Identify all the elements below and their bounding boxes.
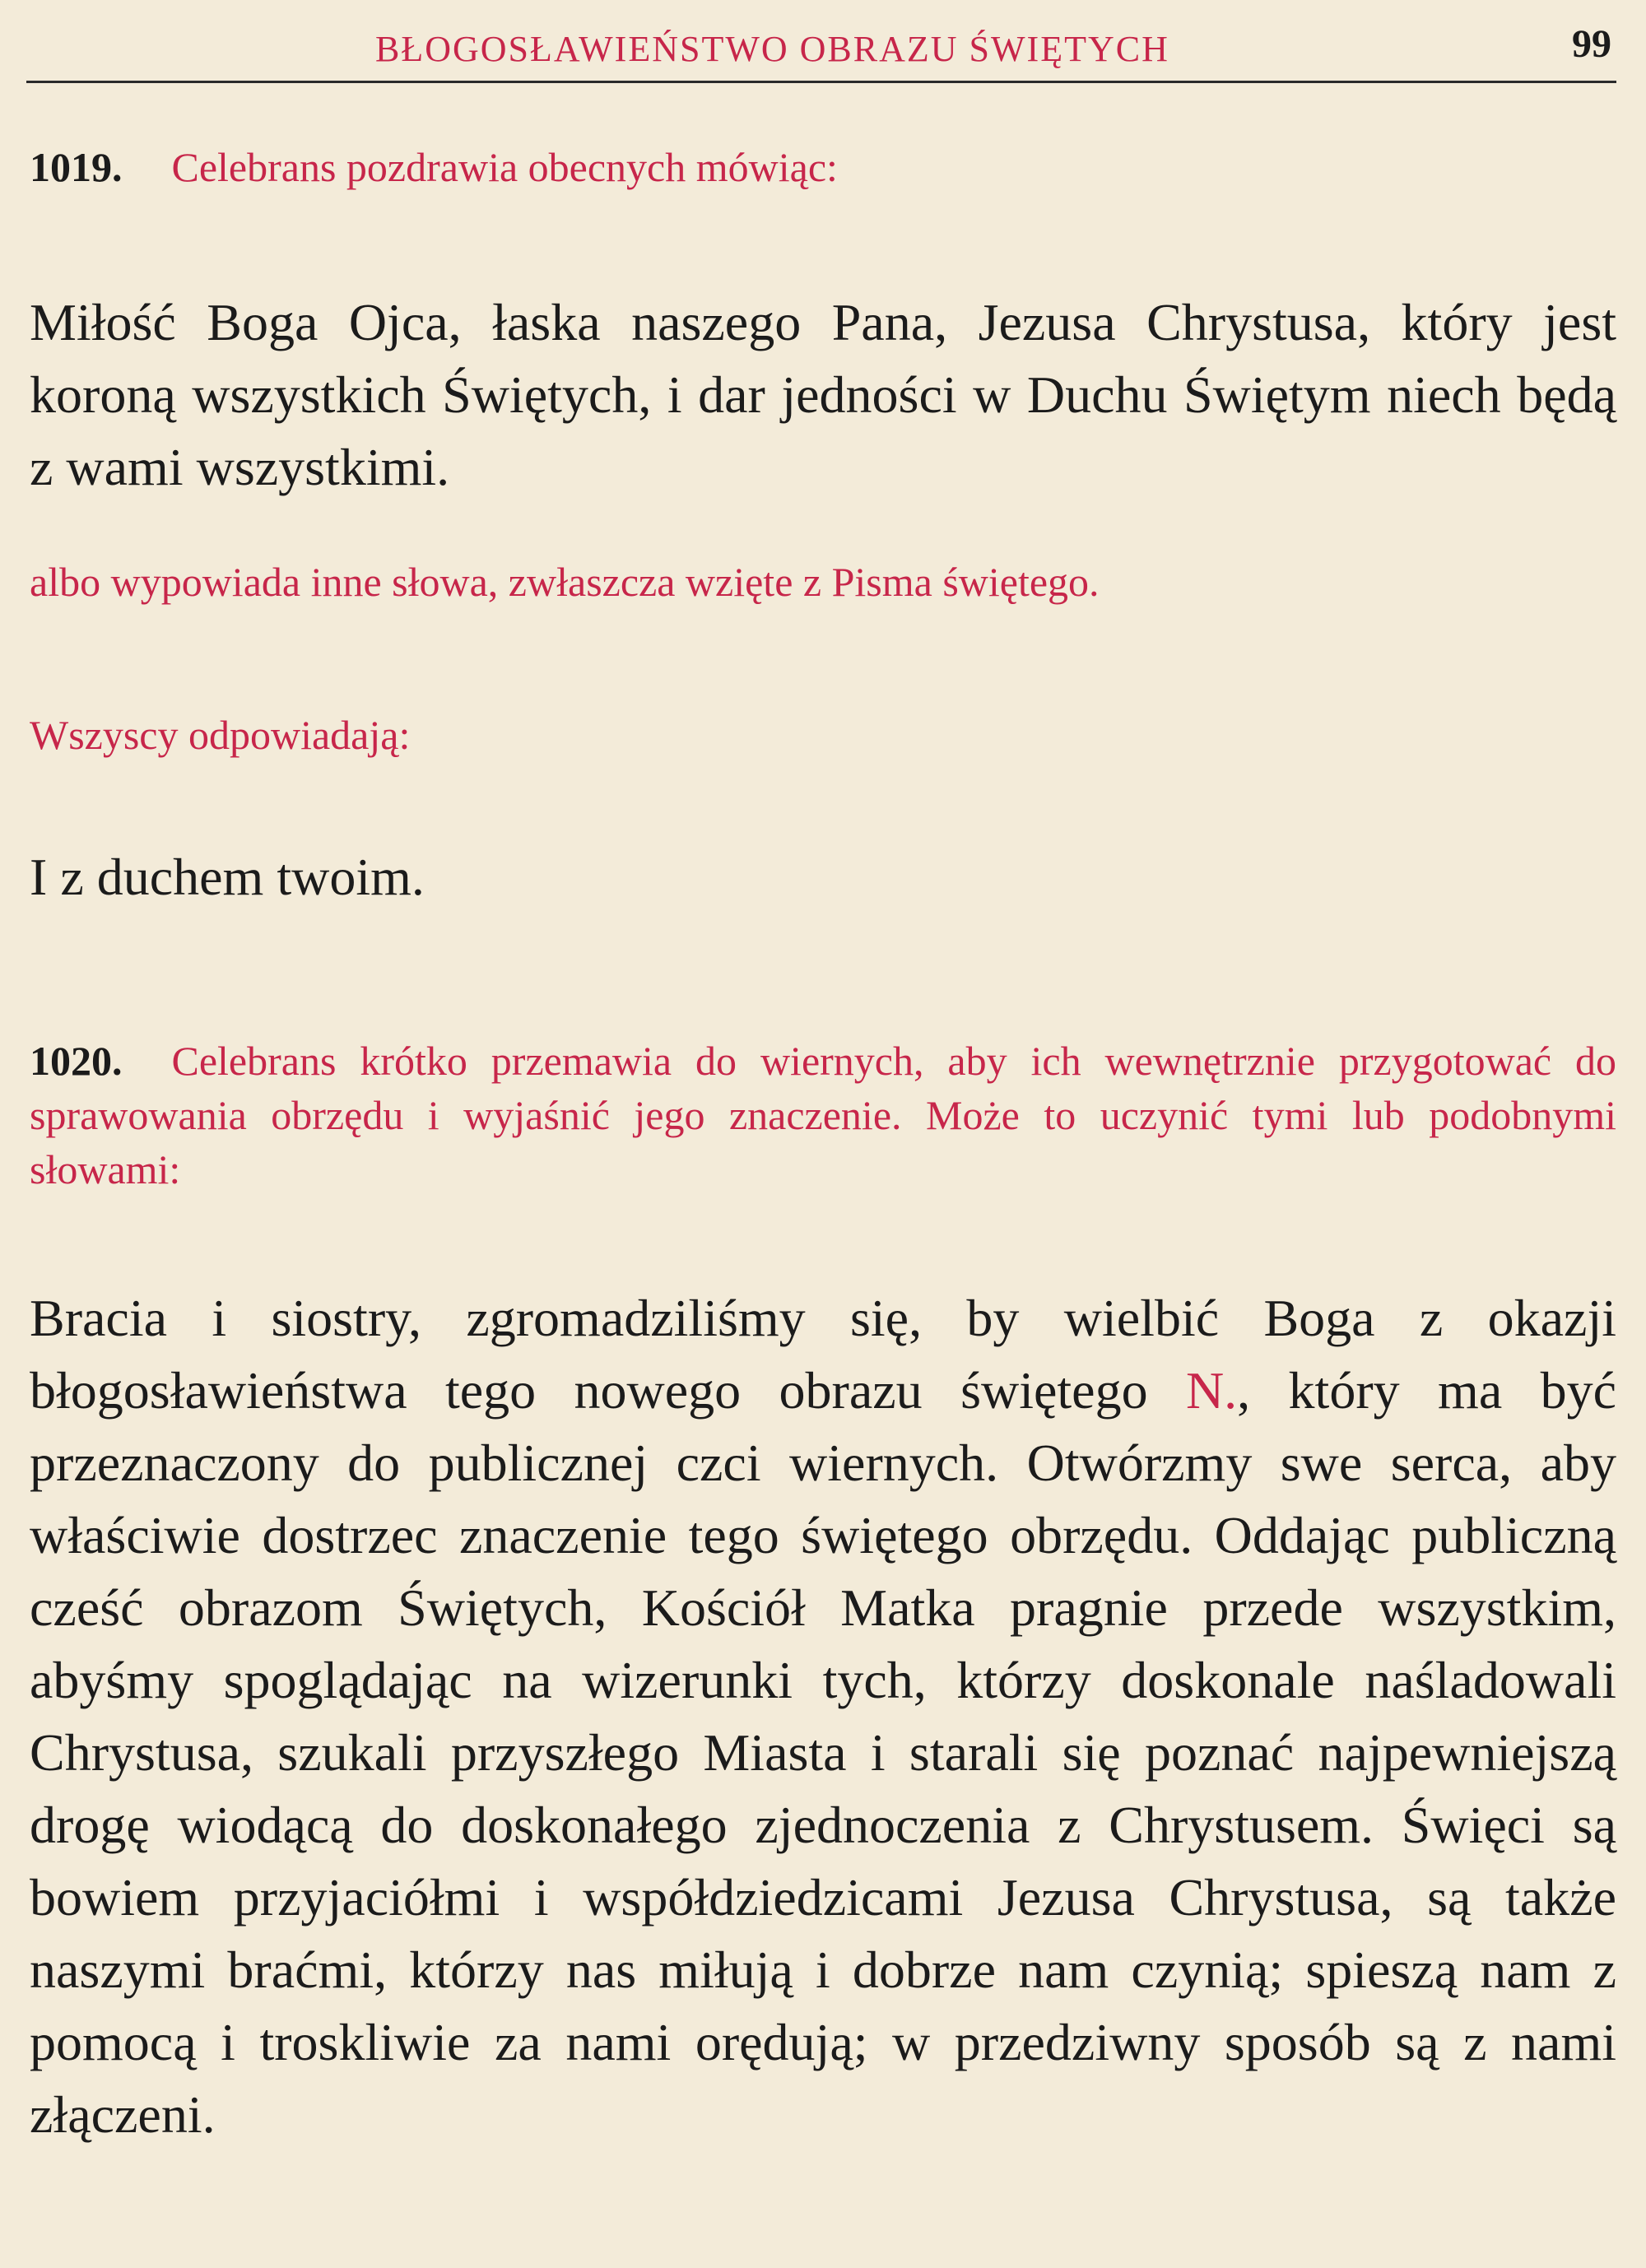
address-part-1: Bracia i siostry, zgromadziliśmy się, by wielbić Boga z okazji błogosławieństwa tego nowego obrazu świętego <box>30 1289 1616 1420</box>
address-text <box>30 1282 1616 2151</box>
section-number-1019: 1019. <box>30 144 123 190</box>
address-part-2: , który ma być przeznaczony do publicznej czci wiernych. Otwórzmy swe serca, aby właściwie dostrzec znaczenie tego świętego obrzędu. Oddając publiczną cześć obrazom Świętych, Kościół Matka pragnie przede wszystkim, abyśmy spoglądając na wizerunki tych, którzy doskonale naśladowali Chrystusa, szukali przyszłego Miasta i starali się poznać najpewniejszą drogę wiodącą do doskonałego zjednoczenia z Chrystusem. Święci są bowiem przyjaciółmi i współdziedzicami Jezusa Chrystusa, są także naszymi braćmi, którzy nas miłują i dobrze nam czynią; spieszą nam z pomocą i troskliwie za nami orędują; w przedziwny sposób są z nami złączeni. <box>30 1361 1617 2144</box>
section-number-1020: 1020. <box>30 1038 123 1084</box>
section-1020-rubric <box>30 1034 1616 1197</box>
rubric-text-1019: Celebrans pozdrawia obecnych mówiąc: <box>171 144 838 190</box>
rubric-text-1020: Celebrans krótko przemawia do wiernych, aby ich wewnętrznie przygotować do sprawowania obrzędu i wyjaśnić jego znaczenie. Może to uczynić tymi lub podobnymi słowami: <box>30 1038 1616 1192</box>
response-rubric: Wszyscy odpowiadają: <box>30 712 411 758</box>
alternative-rubric: albo wypowiada inne słowa, zwłaszcza wzięte z Pisma świętego. <box>30 559 1100 605</box>
page-number: 99 <box>1572 22 1611 66</box>
section-1019-rubric <box>30 140 1616 194</box>
running-title: BŁOGOSŁAWIEŃSTWO OBRAZU ŚWIĘTYCH <box>375 29 1169 69</box>
header-rule <box>26 81 1616 83</box>
response-text: I z duchem twoim. <box>30 848 425 906</box>
running-header <box>30 15 1615 81</box>
name-placeholder: N. <box>1185 1361 1238 1420</box>
page-content <box>30 123 1616 2151</box>
greeting-text: Miłość Boga Ojca, łaska naszego Pana, Jezusa Chrystusa, który jest koroną wszystkich Świętych, i dar jedności w Duchu Świętym niech będą z wami wszystkimi. <box>30 293 1616 496</box>
